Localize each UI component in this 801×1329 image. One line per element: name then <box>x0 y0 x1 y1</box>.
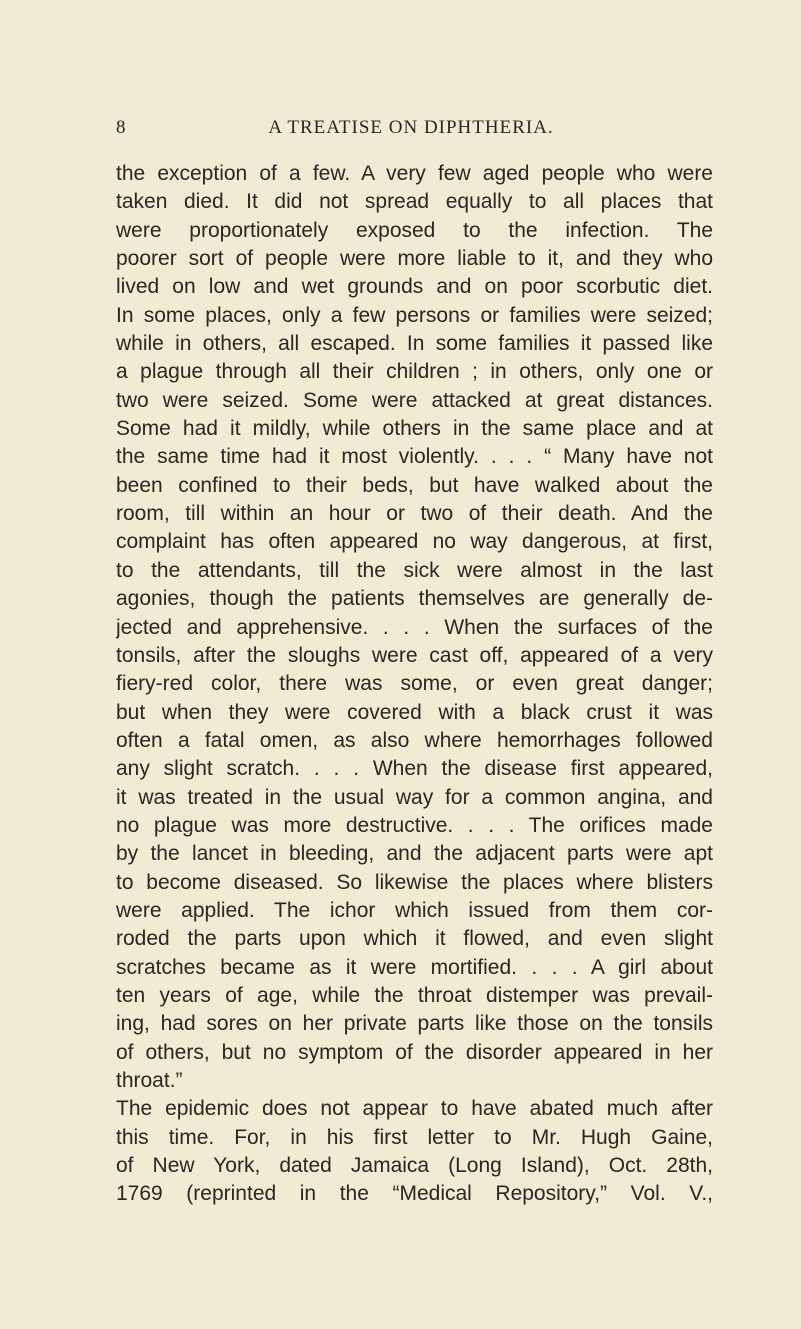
text-line: of New York, dated Jamaica (Long Island), Oct. 28th, <box>116 1154 713 1178</box>
text-line: any slight scratch. . . . When the disease first appeared, <box>116 757 713 781</box>
text-line: were proportionately exposed to the infection. The <box>116 218 713 242</box>
text-line: but when they were covered with a black crust it was <box>116 700 713 724</box>
text-line: to become diseased. So likewise the places where blisters <box>116 870 713 894</box>
text-line: complaint has often appeared no way dangerous, at first, <box>116 530 713 554</box>
text-line: tonsils, after the sloughs were cast off, appeared of a very <box>116 643 713 667</box>
running-head <box>116 117 706 143</box>
text-line: been confined to their beds, but have walked about the <box>116 473 713 497</box>
page-number: 8 <box>116 117 126 138</box>
text-line: the same time had it most violently. . . . “ Many have not <box>116 445 713 469</box>
body-text <box>116 160 713 1209</box>
text-line: lived on low and wet grounds and on poor scorbutic diet. <box>116 275 713 299</box>
text-line: The epidemic does not appear to have abated much after <box>116 1097 713 1121</box>
text-line: In some places, only a few persons or families were seized; <box>116 303 713 327</box>
text-line: agonies, though the patients themselves are generally de- <box>116 587 713 611</box>
text-line: 1769 (reprinted in the “Medical Repository,” Vol. V., <box>116 1182 713 1206</box>
text-line: scratches became as it were mortified. . . . A girl about <box>116 955 713 979</box>
running-title: A TREATISE ON DIPHTHERIA. <box>268 117 554 138</box>
text-line: it was treated in the usual way for a common angina, and <box>116 785 713 809</box>
text-line: taken died. It did not spread equally to all places that <box>116 190 713 214</box>
text-line: Some had it mildly, while others in the same place and at <box>116 417 713 441</box>
text-line: a plague through all their children ; in others, only one or <box>116 360 713 384</box>
text-line: to the attendants, till the sick were almost in the last <box>116 558 713 582</box>
text-line: fiery-red color, there was some, or even great danger; <box>116 672 713 696</box>
text-line: ten years of age, while the throat distemper was prevail- <box>116 983 713 1007</box>
text-line: while in others, all escaped. In some families it passed like <box>116 332 713 356</box>
text-line: by the lancet in bleeding, and the adjacent parts were apt <box>116 842 713 866</box>
text-line: the exception of a few. A very few aged people who were <box>116 162 713 185</box>
text-line: throat.” <box>116 1069 183 1092</box>
text-line: two were seized. Some were attacked at great distances. <box>116 388 713 412</box>
text-line: roded the parts upon which it flowed, and even slight <box>116 927 713 951</box>
text-line: no plague was more destructive. . . . The orifices made <box>116 813 713 837</box>
text-line: were applied. The ichor which issued from them cor- <box>116 898 713 922</box>
text-line: room, till within an hour or two of their death. And the <box>116 502 713 526</box>
text-line: often a fatal omen, as also where hemorrhages followed <box>116 728 713 752</box>
text-line: this time. For, in his first letter to Mr. Hugh Gaine, <box>116 1125 713 1149</box>
text-line: poorer sort of people were more liable to it, and they who <box>116 247 713 271</box>
text-line: jected and apprehensive. . . . When the surfaces of the <box>116 615 713 639</box>
text-line: of others, but no symptom of the disorder appeared in her <box>116 1040 713 1064</box>
text-line: ing, had sores on her private parts like those on the tonsils <box>116 1012 713 1036</box>
